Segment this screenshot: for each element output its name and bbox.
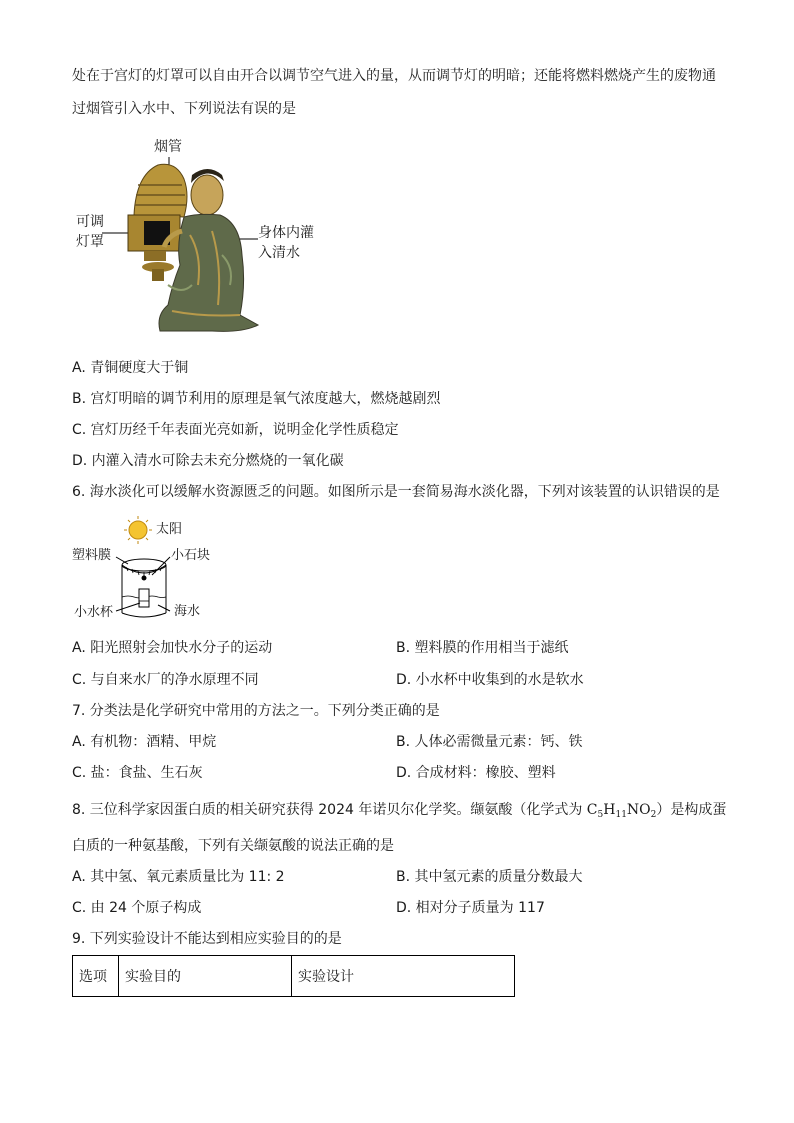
label-plastic-film: 塑料膜 — [72, 548, 112, 563]
q8-option-c: C. 由 24 个原子构成 — [72, 900, 202, 916]
q8-stem-line-1 — [72, 800, 726, 825]
label-smoke-pipe: 烟管 — [154, 139, 182, 155]
header-design: 实验设计 — [292, 956, 515, 997]
table-header-row — [73, 956, 515, 997]
q6-stem: 6. 海水淡化可以缓解水资源匮乏的问题。如图所示是一套简易海水淡化器，下列对该装置的认识错误的是 — [72, 484, 720, 500]
q5-option-a: A. 青铜硬度大于铜 — [72, 360, 189, 376]
q5-option-d: D. 内灌入清水可除去未充分燃烧的一氧化碳 — [72, 453, 344, 469]
sun-icon — [129, 521, 147, 539]
label-adjustable-shade-1: 可调 — [76, 214, 104, 230]
formula-c: C — [586, 802, 598, 818]
q5-stem-line-2: 过烟管引入水中、下列说法有误的是 — [72, 101, 296, 117]
formula-no: NO — [626, 802, 651, 818]
q6-option-a: A. 阳光照射会加快水分子的运动 — [72, 640, 273, 656]
label-seawater: 海水 — [174, 604, 201, 619]
q8-stem-post: ）是构成蛋 — [656, 802, 727, 818]
label-body-water-1: 身体内灌 — [258, 225, 314, 241]
q5-option-c: C. 宫灯历经千年表面光亮如新，说明金化学性质稳定 — [72, 422, 399, 438]
label-sun: 太阳 — [156, 522, 183, 537]
q6-option-d: D. 小水杯中收集到的水是软水 — [396, 672, 584, 688]
valine-formula — [587, 802, 657, 818]
label-body-water-2: 入清水 — [258, 245, 300, 261]
q8-stem-line-2: 白质的一种氨基酸，下列有关缬氨酸的说法正确的是 — [72, 838, 394, 854]
q6-option-c: C. 与自来水厂的净水原理不同 — [72, 672, 259, 688]
header-option: 选项 — [73, 956, 119, 997]
q7-stem: 7. 分类法是化学研究中常用的方法之一。下列分类正确的是 — [72, 703, 440, 719]
label-adjustable-shade-2: 灯罩 — [76, 234, 104, 250]
q8-option-a: A. 其中氢、氧元素质量比为 11: 2 — [72, 869, 285, 885]
desalinator-figure — [72, 515, 232, 625]
q6-option-b: B. 塑料膜的作用相当于滤纸 — [396, 640, 569, 656]
q8-option-b: B. 其中氢元素的质量分数最大 — [396, 869, 583, 885]
label-small-cup: 小水杯 — [74, 605, 114, 620]
q7-option-a: A. 有机物：酒精、甲烷 — [72, 734, 217, 750]
q5-stem-line-1: 处在于宫灯的灯罩可以自由开合以调节空气进入的量，从而调节灯的明暗；还能将燃料燃烧产生的废物通 — [72, 68, 716, 84]
experiment-table — [72, 955, 515, 997]
q9-stem: 9. 下列实验设计不能达到相应实验目的的是 — [72, 931, 342, 947]
formula-o-count: 2 — [650, 810, 657, 820]
q5-option-b: B. 宫灯明暗的调节利用的原理是氧气浓度越大，燃烧越剧烈 — [72, 391, 441, 407]
palace-lamp-figure — [72, 135, 332, 340]
q7-option-d: D. 合成材料：橡胶、塑料 — [396, 765, 556, 781]
q7-option-c: C. 盐：食盐、生石灰 — [72, 765, 203, 781]
header-purpose: 实验目的 — [119, 956, 292, 997]
formula-h: H — [603, 802, 616, 818]
label-small-stone: 小石块 — [171, 548, 211, 563]
formula-c-count: 5 — [597, 810, 604, 820]
q8-option-d: D. 相对分子质量为 117 — [396, 900, 545, 916]
q8-stem-pre: 8. 三位科学家因蛋白质的相关研究获得 2024 年诺贝尔化学奖。缬氨酸（化学式为 — [72, 802, 587, 818]
q7-option-b: B. 人体必需微量元素：钙、铁 — [396, 734, 583, 750]
formula-h-count: 11 — [615, 810, 627, 820]
